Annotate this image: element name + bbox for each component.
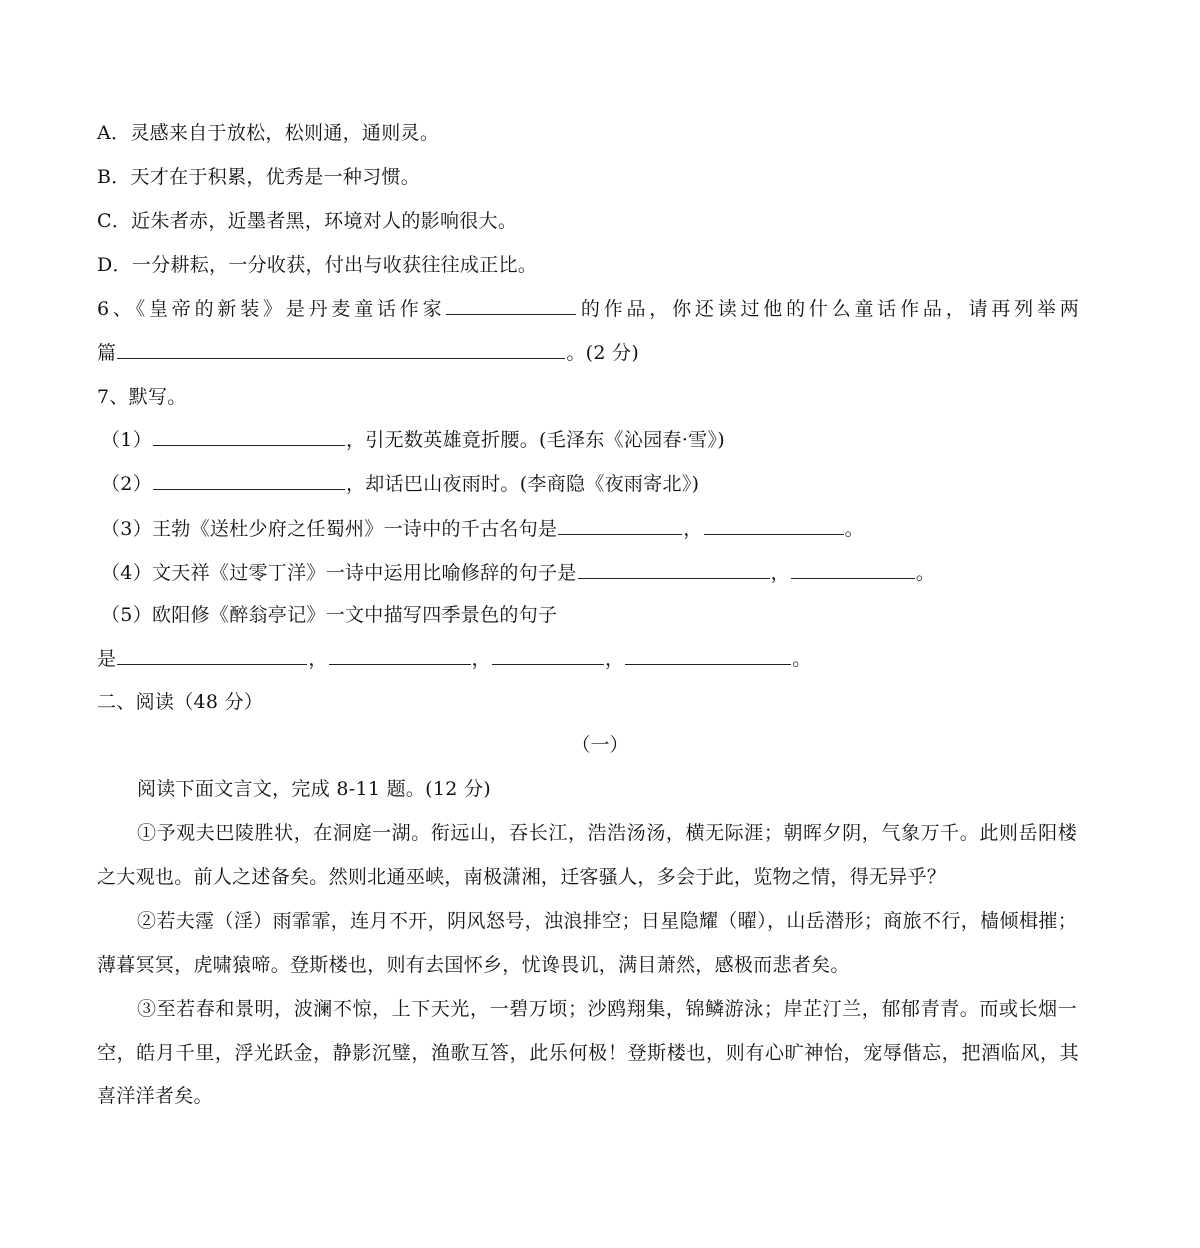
q7-item-4 xyxy=(101,559,935,587)
passage-paragraph-1-line-2: 之大观也。前人之述备矣。然则北通巫峡，南极潇湘，迁客骚人，多会于此，览物之情，得无异乎？ xyxy=(97,866,947,888)
passage-paragraph-2-line-2: 薄暮冥冥，虎啸猿啼。登斯楼也，则有去国怀乡，忧谗畏讥，满目萧然，感极而悲者矣。 xyxy=(97,954,850,976)
q7-item-1-text: ，引无数英雄竟折腰。(毛泽东《沁园春·雪》) xyxy=(346,429,725,451)
q7-item-5-separator-1: ， xyxy=(308,648,328,670)
q7-item-5-end: 。 xyxy=(792,648,812,670)
q6-author-blank[interactable] xyxy=(446,296,576,315)
question-6-line-2 xyxy=(97,339,639,367)
q7-item-3 xyxy=(101,515,864,543)
option-b: B．天才在于积累，优秀是一种习惯。 xyxy=(97,166,421,188)
q7-item-5-blank-1[interactable] xyxy=(117,646,307,665)
q7-item-4-separator: ， xyxy=(770,562,790,584)
q7-item-5-blank-3[interactable] xyxy=(492,646,604,665)
reading-instruction: 阅读下面文言文，完成 8-11 题。(12 分) xyxy=(137,778,492,800)
q7-item-5-start: 是 xyxy=(97,648,117,670)
q7-item-5-blank-2[interactable] xyxy=(329,646,471,665)
q7-item-1-number: （1） xyxy=(101,429,152,451)
q7-item-4-text: （4）文天祥《过零丁洋》一诗中运用比喻修辞的句子是 xyxy=(101,562,577,584)
q7-item-5-blank-4[interactable] xyxy=(625,646,791,665)
q7-item-5-separator-2: ， xyxy=(471,648,491,670)
section-2-title: 二、阅读（48 分） xyxy=(97,691,264,713)
option-d: D．一分耕耘，一分收获，付出与收获往往成正比。 xyxy=(97,254,538,276)
q7-item-4-end: 。 xyxy=(915,562,936,584)
q7-item-3-blank-2[interactable] xyxy=(704,516,844,535)
q6-text-part4: 。(2 分) xyxy=(566,342,640,364)
passage-paragraph-3-line-2: 空，皓月千里，浮光跃金，静影沉璧，渔歌互答，此乐何极！登斯楼也，则有心旷神怡，宠辱偕忘，把酒临风，其 xyxy=(97,1042,1079,1064)
q6-works-blank[interactable] xyxy=(117,340,565,359)
q7-item-5: （5）欧阳修《醉翁亭记》一文中描写四季景色的句子 xyxy=(101,604,558,626)
section-2-subtitle: （一） xyxy=(571,734,629,756)
option-c: C．近朱者赤，近墨者黑，环境对人的影响很大。 xyxy=(97,210,518,232)
q7-item-5-separator-3: ， xyxy=(604,648,625,670)
q7-item-1-blank[interactable] xyxy=(153,427,345,446)
q6-text-part3: 篇 xyxy=(97,342,117,364)
passage-paragraph-3-line-1: ③至若春和景明，波澜不惊，上下天光，一碧万顷；沙鸥翔集，锦鳞游泳；岸芷汀兰，郁郁青青。而或长烟一 xyxy=(137,998,1077,1020)
q7-item-2-text: ，却话巴山夜雨时。(李商隐《夜雨寄北》) xyxy=(346,473,700,495)
q7-item-4-blank-2[interactable] xyxy=(791,560,915,579)
q7-item-1 xyxy=(101,426,725,454)
q7-item-2-number: （2） xyxy=(101,473,152,495)
q7-item-4-blank-1[interactable] xyxy=(578,560,770,579)
q6-text-part1: 6、《皇帝的新装》是丹麦童话作家 xyxy=(97,298,446,320)
question-6-line-1 xyxy=(97,295,1079,323)
question-7-title: 7、默写。 xyxy=(97,386,187,408)
q7-item-3-text: （3）王勃《送杜少府之任蜀州》一诗中的千古名句是 xyxy=(101,518,558,540)
option-a: A．灵感来自于放松，松则通，通则灵。 xyxy=(97,122,440,144)
q7-item-5-answer-line xyxy=(97,645,812,673)
passage-paragraph-1-line-1: ①予观夫巴陵胜状，在洞庭一湖。衔远山，吞长江，浩浩汤汤，横无际涯；朝晖夕阴，气象万千。此则岳阳楼 xyxy=(137,822,1077,844)
q7-item-3-separator: ， xyxy=(683,518,703,540)
q7-item-3-blank-1[interactable] xyxy=(558,516,682,535)
q7-item-2-blank[interactable] xyxy=(153,471,345,490)
q7-item-3-end: 。 xyxy=(844,518,864,540)
q6-text-part2: 的作品，你还读过他的什么童话作品，请再列举两 xyxy=(577,298,1079,320)
q7-item-2 xyxy=(101,470,699,498)
passage-paragraph-2-line-1: ②若夫霪（淫）雨霏霏，连月不开，阴风怒号，浊浪排空；日星隐耀（曜），山岳潜形；商旅不行，樯倾楫摧； xyxy=(137,910,1077,932)
passage-paragraph-3-line-3: 喜洋洋者矣。 xyxy=(97,1085,213,1107)
